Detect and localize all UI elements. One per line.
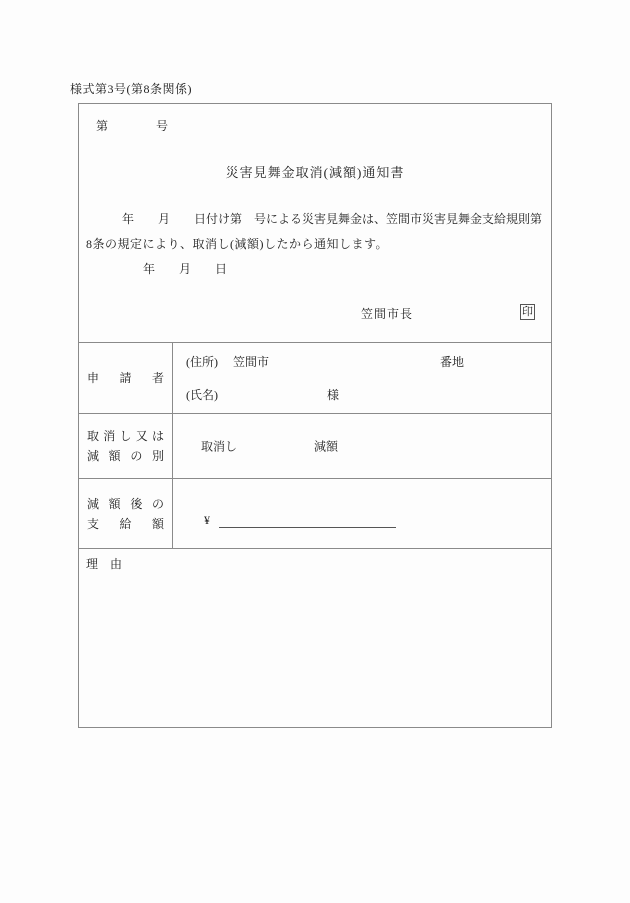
reason-row	[79, 548, 551, 727]
address-lot-number-label: 番地	[439, 355, 464, 369]
address-city: 笠間市	[233, 355, 270, 369]
issue-date-line: 年 月 日	[143, 262, 228, 276]
form-number-label: 様式第3号(第8条関係)	[70, 82, 192, 96]
option-cancel: 取消し	[201, 439, 238, 454]
address-label: (住所)	[186, 355, 218, 369]
cancel-or-reduce-label-cell	[79, 414, 173, 478]
document-number: 第 号	[96, 119, 169, 133]
name-honorific: 様	[327, 388, 340, 402]
amount-label-line1: 減 額 後 の	[87, 496, 164, 511]
notice-body-line2: 8条の規定により、取消し(減額)したから通知します。	[86, 237, 389, 251]
name-label: (氏名)	[186, 388, 218, 402]
cancel-or-reduce-label-line2: 減 額 の 別	[87, 449, 164, 463]
form-title: 災害見舞金取消(減額)通知書	[225, 165, 405, 180]
cancel-or-reduce-content	[173, 414, 551, 478]
notice-body-line1: 年 月 日付け第 号による災害見舞金は、笠間市災害見舞金支給規則第	[86, 212, 543, 226]
mayor-title: 笠間市長	[361, 307, 414, 321]
reason-row-label: 理 由	[86, 557, 123, 571]
seal-placeholder-icon: 印	[522, 306, 533, 318]
applicant-row-label-cell	[79, 343, 173, 413]
amount-label-line2: 支 給 額	[87, 516, 164, 531]
applicant-row-content	[173, 343, 551, 413]
option-reduce: 減額	[314, 439, 339, 454]
applicant-name-line	[186, 386, 340, 403]
currency-symbol: ¥	[204, 513, 210, 527]
amount-line	[204, 512, 396, 528]
form-header-section	[79, 104, 551, 342]
applicant-address-line	[186, 353, 551, 370]
amount-after-reduction-row	[79, 478, 551, 548]
cancel-or-reduce-row	[79, 413, 551, 478]
form-box	[78, 103, 552, 728]
cancel-or-reduce-label-line1: 取 消 し 又 は	[87, 429, 164, 443]
applicant-row-label: 申 請 者	[87, 371, 164, 385]
applicant-row	[79, 342, 551, 413]
amount-label-cell	[79, 479, 173, 548]
amount-content	[173, 479, 551, 548]
amount-fill-line	[219, 512, 396, 528]
